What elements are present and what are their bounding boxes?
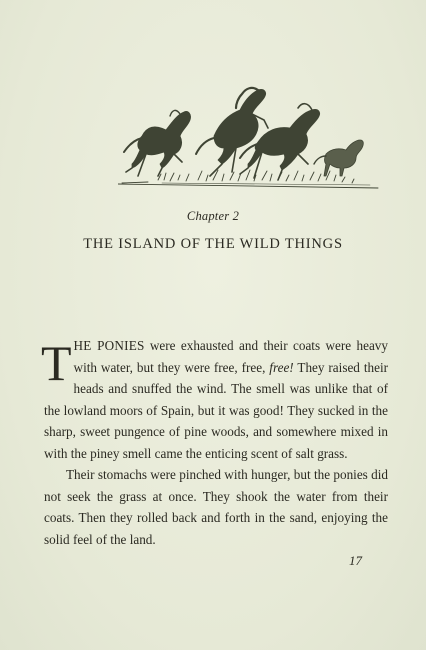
paragraph-2: Their stomachs were pinched with hunger, but the ponies did not seek the grass at once. They shook the water from their coats. Then they rolled back and forth in the sand, enjoying the solid feel of the land.: [44, 467, 388, 547]
paragraph-1-text-a: were exhausted and their coats were heavy with water, but they were free, free,: [73, 338, 388, 375]
drop-cap: T: [41, 335, 72, 391]
foal-right: [314, 140, 363, 176]
galloping-horses-illustration: [118, 84, 380, 196]
horse-middle: [196, 88, 268, 176]
page-number: 17: [349, 553, 362, 568]
lead-in: HE PONIES: [73, 338, 145, 353]
chapter-body: [41, 335, 388, 550]
chapter-label: Chapter 2: [186, 209, 240, 223]
paragraph-1: [41, 335, 388, 464]
horse-left: [124, 110, 191, 176]
paragraph-1-text-b: They raised their heads and snuffed the wind. The smell was unlike that of the lowland moors of Spain, but it was good! They sucked in the sharp, sweet pungence of pine woods, and somewhere mixed in with the piney smell came the enticing scent of salt grass.: [44, 359, 388, 461]
emphasis-free: free!: [269, 359, 294, 375]
grass-strokes: [118, 170, 378, 188]
chapter-title: THE ISLAND OF THE WILD THINGS: [83, 236, 343, 252]
